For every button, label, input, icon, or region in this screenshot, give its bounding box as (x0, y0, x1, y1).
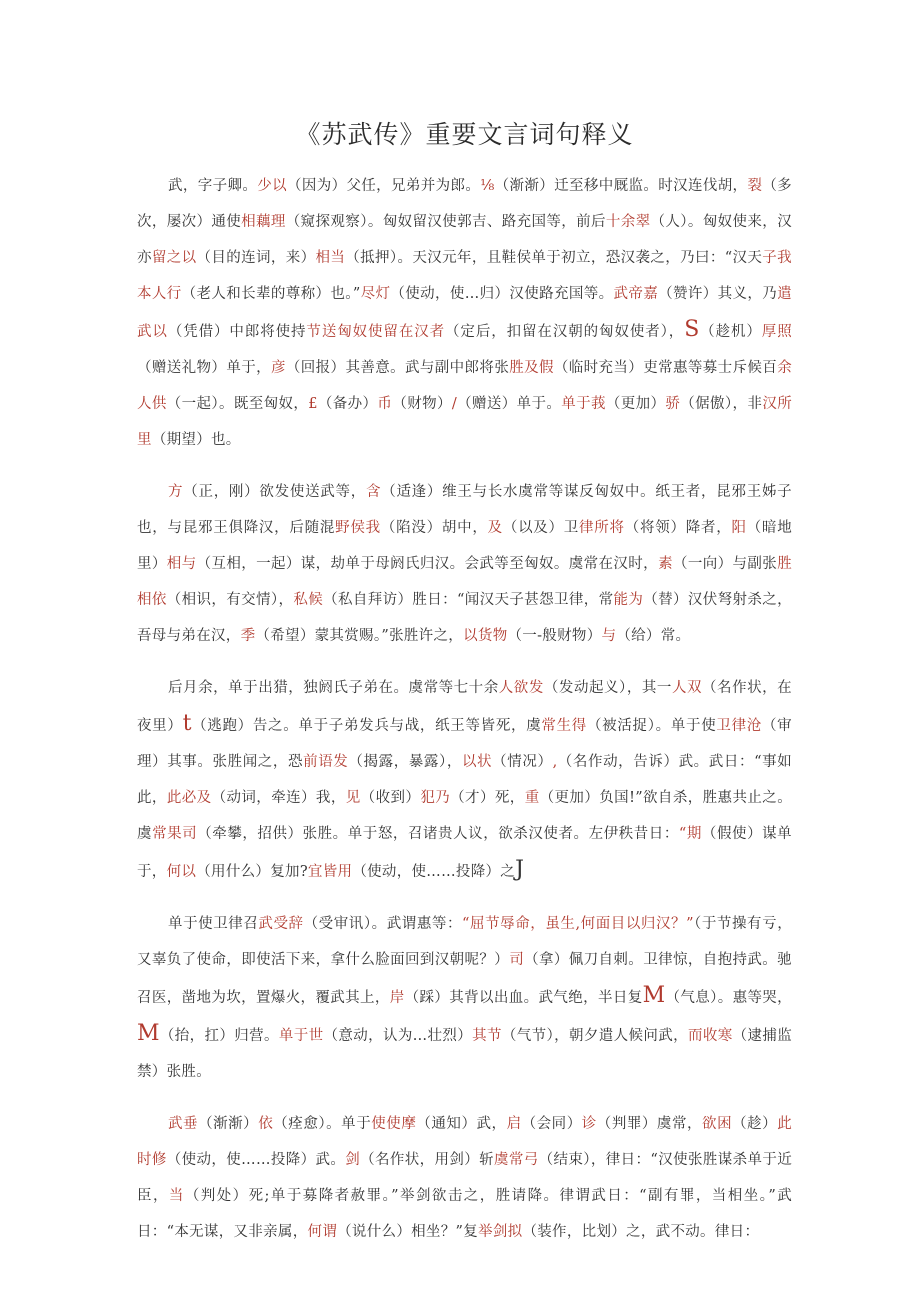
annotated-term: 以状 (461, 754, 493, 770)
annotated-term: 私候 (293, 592, 324, 608)
annotated-term: 相当 (315, 250, 346, 266)
text-run: （抬，扛）归营。 (159, 1028, 279, 1044)
text-run: J (515, 857, 525, 882)
text-run: （希望）蒙其赏赐。”张胜许之， (255, 628, 464, 644)
annotated-term: 子我本人行 (137, 250, 792, 302)
annotated-term: 此时修 (137, 1116, 793, 1168)
text-run: （趁机） (699, 324, 762, 340)
text-run: （赠送）单于。 (457, 396, 562, 412)
annotated-term: 币 (377, 396, 393, 412)
text-run: （意动，认为…壮烈） (323, 1028, 473, 1044)
text-run: （正，刚）欲发使送武等， (183, 484, 366, 500)
text-run: （用什么）复加? (196, 864, 308, 880)
annotated-term: 重 (524, 790, 540, 806)
annotated-term: 人欲发 (498, 680, 544, 696)
text-run: 武，字子卿。 (168, 178, 258, 194)
text-run: （老人和长辈的尊称）也。” (181, 286, 361, 302)
text-run: （痊愈）。单于 (273, 1116, 372, 1132)
text-run: （判处）死;单于募降者赦罪。”举剑欲击之，胜请降。律谓武日：“副有罪，当相坐。”武日：“本无谋，又非亲属， (137, 1188, 792, 1240)
document-body (137, 168, 792, 1250)
text-run: （使动，使……投降）之 (352, 864, 516, 880)
annotated-term: / (451, 396, 458, 412)
annotated-term: 季 (240, 628, 256, 644)
text-run: （踩）其背以出血。武气绝，半日复 (404, 990, 643, 1006)
paragraph-5 (137, 1106, 792, 1250)
text-run: （以及）卫 (502, 520, 580, 536)
annotated-term: 何以 (166, 864, 197, 880)
annotated-term: 少以 (257, 178, 287, 194)
annotated-term: M (137, 1021, 160, 1046)
text-run: （使动，使……投降）武。 (166, 1152, 346, 1168)
text-run: （一-般财物） (507, 628, 602, 644)
annotated-term: t (182, 711, 192, 736)
text-run: （趁） (732, 1116, 778, 1132)
annotated-term: “期 (678, 826, 702, 842)
annotated-term: 尽灯 (360, 286, 391, 302)
text-run: （结束），律日：“汉使张胜谋杀单于近臣， (137, 1152, 793, 1204)
text-run: （逮捕监禁）张胜。 (137, 1028, 793, 1080)
text-run: （渐渐）迁至移中厩监。时汉连伐胡， (494, 178, 748, 194)
text-run: （临时充当）吏常惠等募士斥候百 (553, 360, 778, 376)
annotated-term: 见 (345, 790, 361, 806)
annotated-term: M (642, 983, 666, 1008)
annotated-term: 而收寒 (687, 1028, 733, 1044)
annotated-term: 以货物 (463, 628, 508, 644)
annotated-term: 前语发 (303, 754, 349, 770)
text-run: （更加） (605, 396, 666, 412)
text-run: （窥探观察）。匈奴留汉使郭吉、路充国等，前后 (285, 214, 606, 230)
text-run: （多次，屡次）通使 (137, 178, 792, 230)
text-run: （于节操有亏，又辜负了使命，即使活下来，拿什么脸面回到汉朝呢？） (137, 916, 792, 968)
annotated-term: 彦 (271, 360, 286, 376)
text-run: （渐渐） (198, 1116, 259, 1132)
annotated-term: ⅛ (480, 178, 495, 194)
text-run: （陷没）胡中， (380, 520, 488, 536)
annotated-term: 十余翠 (605, 214, 651, 230)
annotated-term: 此必及 (166, 790, 212, 806)
text-run: 单于使卫律召 (168, 916, 259, 932)
annotated-term: 宜皆用 (307, 864, 353, 880)
text-run: （判罪）虞常， (596, 1116, 703, 1132)
text-run: （替）汉伏弩射杀之，吾母与弟在汉， (137, 592, 792, 644)
annotated-term: 厚照 (761, 324, 792, 340)
text-run: （目的连词，来） (196, 250, 316, 266)
text-run: （受审讯）。武谓惠等： (303, 916, 463, 932)
annotated-term: 节送匈奴使留在汉者 (306, 324, 446, 340)
annotated-term: 司 (509, 952, 525, 968)
text-run: （更加）负国!”欲自杀，胜惠共止之。虞 (137, 790, 792, 842)
annotated-term: 举剑拟 (478, 1224, 523, 1240)
text-run: （收到） (360, 790, 421, 806)
text-run: （财物） (392, 396, 452, 412)
annotated-term: 岸 (389, 990, 405, 1006)
text-run: （赠送礼物）单于， (137, 360, 271, 376)
text-run: （名作状，用剑）斩 (360, 1152, 494, 1168)
text-run: （凭借）中郎将使持 (167, 324, 307, 340)
annotated-term: 相与 (166, 556, 197, 572)
text-run: 后月余，单于出猎，独阏氏子弟在。虞常等七十余 (168, 680, 499, 696)
annotated-term: 方 (168, 484, 184, 500)
annotated-term: 人双 (671, 680, 703, 696)
text-run: （给）常。 (616, 628, 691, 644)
annotated-term: 胜及假 (509, 360, 554, 376)
text-run: （会同） (521, 1116, 582, 1132)
annotated-term: 含 (365, 484, 382, 500)
text-run: （回报）其善意。武与副中郎将张 (285, 360, 510, 376)
text-run: （一向）与副张 (672, 556, 778, 572)
paragraph-4 (137, 906, 792, 1090)
text-run: （拿）佩刀自刺。卫律惊，自抱持武。驰召医，凿地为坎，置爆火，覆武其上， (137, 952, 792, 1006)
text-run: （逃跑）告之。单于子弟发兵与战，纸王等皆死，虞 (191, 718, 542, 734)
annotated-term: 诊 (581, 1116, 597, 1132)
text-run: （期望）也。 (151, 432, 241, 448)
annotated-term: 常果司 (152, 826, 198, 842)
annotated-term: 能为 (613, 592, 644, 608)
text-run: （名作状，在夜里） (137, 680, 792, 734)
text-run: （倨傲），非 (680, 396, 763, 412)
text-run: （使动，使…归）汉使路充国等。 (390, 286, 614, 302)
text-run: （说什么）相坐？”复 (337, 1224, 479, 1240)
text-run: （发动起义），其一 (543, 680, 672, 696)
text-run: （情况） (492, 754, 553, 770)
annotated-term: 卫律沧 (716, 718, 762, 734)
text-run: （一起）。既至匈奴， (166, 396, 309, 412)
text-run: （被活捉）。单于使 (586, 718, 717, 734)
annotated-term: , (552, 754, 558, 770)
text-run: （假使）谋单于， (137, 826, 792, 880)
annotated-term: 留之以 (151, 250, 197, 266)
text-run: （揭露，暴露）， (348, 754, 462, 770)
paragraph-2 (137, 474, 792, 654)
annotated-term: 剑 (345, 1152, 361, 1168)
text-run: （备办） (317, 396, 378, 412)
annotated-term: 素 (658, 556, 673, 572)
annotated-term: 当 (168, 1188, 185, 1204)
annotated-term: 遣武以 (137, 286, 792, 340)
text-run: （因为）父任，兄弟并为郎。 (286, 178, 481, 194)
annotated-term: 单于世 (278, 1028, 324, 1044)
text-run: （互相，一起）谋，劫单于母阏氏归汉。会武等至匈奴。虞常在汉时， (196, 556, 659, 572)
annotated-term: 裂 (747, 178, 763, 194)
annotated-term: 武垂 (168, 1116, 199, 1132)
text-run: （相识，有交情）， (166, 592, 294, 608)
text-run: （暗地里） (137, 520, 793, 572)
annotated-term: “屈节辱命，虽生,何面目以归汉？” (462, 916, 694, 932)
paragraph-3 (137, 670, 792, 890)
annotated-term: 汉所里 (137, 396, 793, 448)
text-run: （才）死， (450, 790, 525, 806)
text-run: （私自拜访）胜日：“闻汉天子甚怨卫律，常 (323, 592, 614, 608)
annotated-term: 野侯我 (335, 520, 381, 536)
text-run: （人）。匈奴使来，汉亦 (137, 214, 792, 266)
annotated-term: 律所将 (579, 520, 625, 536)
annotated-term: 武帝嘉 (613, 286, 659, 302)
text-run: （牵攀，招供）张胜。单于怒，召诸贵人议，欲杀汉使者。左伊秩昔日： (197, 826, 679, 842)
annotated-term: 使使摩 (371, 1116, 417, 1132)
text-run: （抵押）。天汉元年，且鞋侯单于初立，恐汉袭之，乃曰：“汉天 (345, 250, 763, 266)
text-run: （装作，比划）之，武不动。律日： (522, 1224, 760, 1240)
text-run: （审理）其事。张胜闻之，恐 (137, 718, 792, 770)
annotated-term: 欲困 (702, 1116, 733, 1132)
annotated-term: S (684, 317, 700, 342)
annotated-term: 依 (258, 1116, 274, 1132)
annotated-term: 武受辞 (258, 916, 304, 932)
annotated-term: 虞常弓 (494, 1152, 539, 1168)
annotated-term: 单于莪 (561, 396, 606, 412)
text-run: （将领）降者， (624, 520, 732, 536)
paragraph-1 (137, 168, 792, 458)
annotated-term: 余人供 (137, 360, 792, 412)
annotated-term: 何谓 (307, 1224, 338, 1240)
text-run: （通知）武， (416, 1116, 507, 1132)
text-run: （赞许）其义，乃 (658, 286, 778, 302)
text-run: （动词，牵连）我， (211, 790, 346, 806)
annotated-term: 常生得 (541, 718, 587, 734)
annotated-term: 犯乃 (420, 790, 451, 806)
annotated-term: 骄 (665, 396, 681, 412)
annotated-term: 相藕理 (241, 214, 286, 230)
text-run: （名作动，告诉）武。武日：“事如此， (137, 754, 792, 806)
document-title: 《苏武传》重要文言词句释义 (295, 120, 634, 149)
annotated-term: £ (308, 396, 318, 412)
annotated-term: 其节 (472, 1028, 502, 1044)
annotated-term: 及 (487, 520, 503, 536)
annotated-term: 与 (601, 628, 617, 644)
annotated-term: 胜相依 (137, 556, 792, 608)
annotated-term: 启 (506, 1116, 522, 1132)
text-run: （适逢）维王与长水虞常等谋反匈奴中。纸王者，昆邪王姊子也，与昆邪王俱降汉，后随混 (137, 484, 792, 536)
text-run: （气息）。惠等哭， (665, 990, 792, 1006)
text-run: （气节），朝夕遣人候问武， (501, 1028, 688, 1044)
text-run: （定后，扣留在汉朝的匈奴使者）， (445, 324, 685, 340)
annotated-term: 阳 (731, 520, 747, 536)
